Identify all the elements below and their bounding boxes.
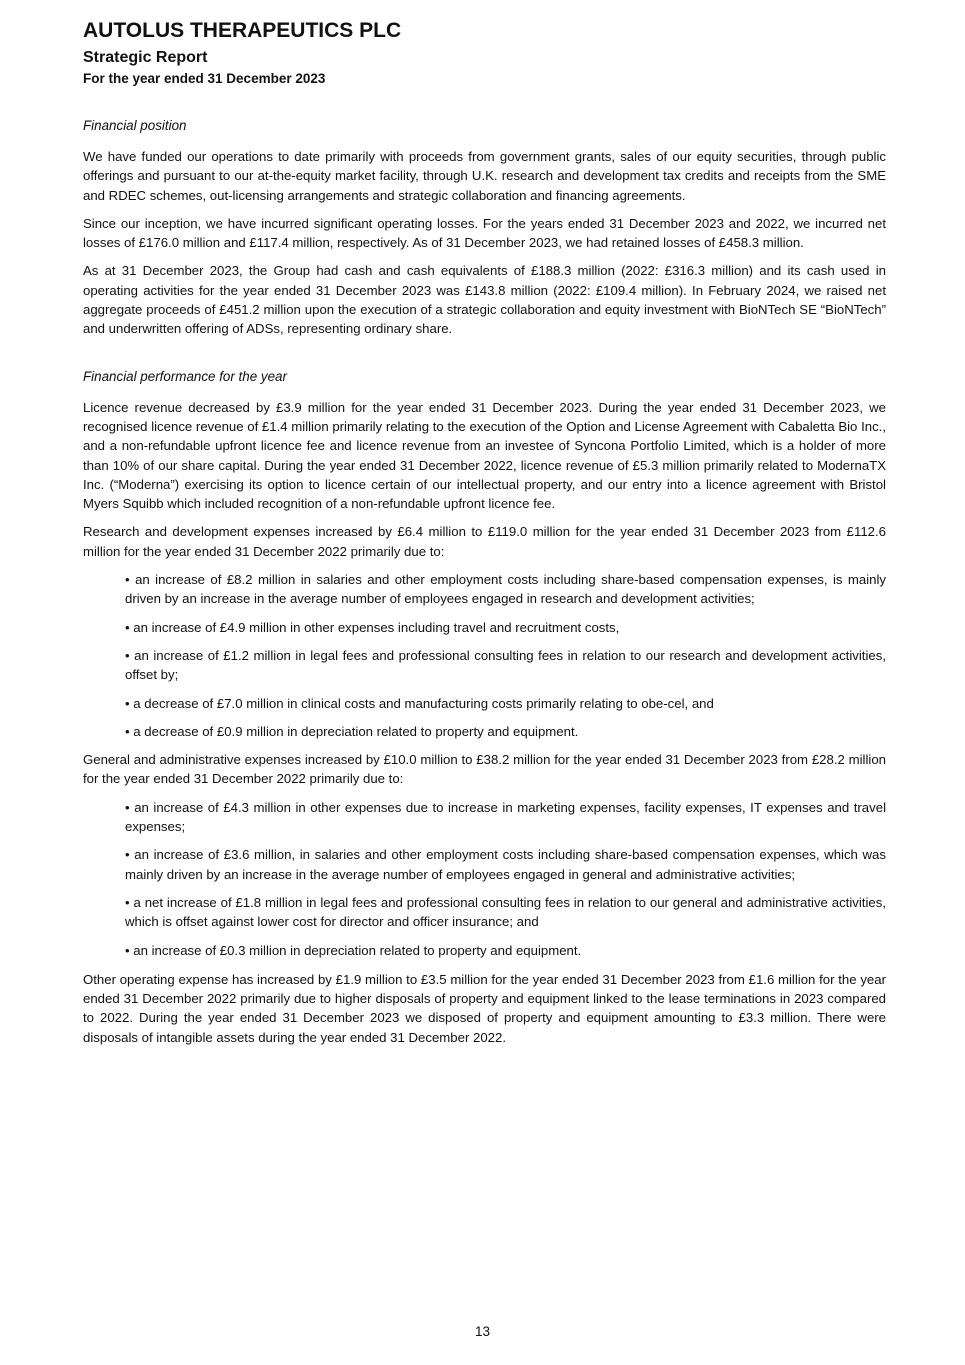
section-heading-financial-position: Financial position bbox=[83, 118, 187, 133]
paragraph-cash-position: As at 31 December 2023, the Group had cash and cash equivalents of £188.3 million (2022: £316.3 million) and its cash used in operating activities for the year ended 31 December 2023 was £143.8 million (2022: £109.4 million). In February 2024, we raised net aggregate proceeds of £451.2 million upon the execution of a strategic collaboration and equity investment with BioNTech SE “BioNTech” and underwritten offering of ADSs, representing ordinary share. bbox=[83, 263, 886, 337]
paragraph-licence-revenue: Licence revenue decreased by £3.9 million for the year ended 31 December 2023. During the year ended 31 December 2023, we recognised licence revenue of £1.4 million primarily relating to the execution of the Option and License Agreement with Cabaletta Bio Inc., and a non-refundable upfront licence fee and licence revenue from an investee of Syncona Portfolio Limited, which is a holder of more than 10% of our share capital. During the year ended 31 December 2022, licence revenue of £5.3 million primarily related to ModernaTX Inc. (“Moderna”) exercising its option to licence certain of our intellectual property, and our entry into a licence agreement with Bristol Myers Squibb which included recognition of a non-refundable upfront licence fee. bbox=[83, 399, 886, 512]
bullet-marker: • bbox=[125, 942, 130, 958]
bullet-item-rnd-depreciation bbox=[83, 722, 886, 741]
report-header bbox=[83, 18, 886, 88]
paragraph-funding: We have funded our operations to date primarily with proceeds from government grants, sales of our equity securities, through public offerings and pursuant to our at-the-equity market facility, through U.K. research and development tax credits and receipts from the SME and RDEC schemes, out-licensing arrangements and strategic collaboration and financing agreements. bbox=[83, 149, 886, 203]
bullet-marker: • bbox=[125, 572, 130, 588]
section-heading-financial-performance: Financial performance for the year bbox=[83, 368, 287, 384]
report-title: Strategic Report bbox=[83, 49, 208, 66]
section-financial-performance bbox=[83, 368, 886, 1047]
paragraph-operating-losses: Since our inception, we have incurred significant operating losses. For the years ended 31 December 2023 and 2022, we incurred net losses of £176.0 million and £117.4 million, respectively. As of 31 December 2023, we had retained losses of £458.3 million. bbox=[83, 215, 886, 251]
bullet-item-ga-other-expenses bbox=[83, 798, 886, 837]
bullet-text: an increase of £4.9 million in other expenses including travel and recruitment costs, bbox=[133, 619, 620, 635]
page-number: 13 bbox=[474, 1324, 491, 1339]
bullet-marker: • bbox=[125, 619, 130, 635]
company-name: AUTOLUS THERAPEUTICS PLC bbox=[83, 19, 402, 42]
bullet-text: an increase of £8.2 million in salaries and other employment costs including share-based compensation expenses, is mainly driven by an increase in the average number of employees engaged in research and development activities; bbox=[125, 572, 886, 607]
bullet-item-rnd-legal-fees bbox=[83, 646, 886, 685]
bullet-item-ga-depreciation bbox=[83, 941, 886, 960]
report-period: For the year ended 31 December 2023 bbox=[83, 71, 326, 86]
bullet-marker: • bbox=[125, 847, 130, 863]
bullet-item-rnd-salaries bbox=[83, 570, 886, 609]
bullet-marker: • bbox=[125, 799, 130, 815]
bullet-text: a decrease of £0.9 million in depreciation related to property and equipment. bbox=[133, 723, 579, 739]
bullet-text: an increase of £1.2 million in legal fees and professional consulting fees in relation to our research and development activities, offset by; bbox=[125, 647, 886, 683]
bullet-text: an increase of £4.3 million in other expenses due to increase in marketing expenses, facility expenses, IT expenses and travel expenses; bbox=[125, 799, 887, 835]
bullet-item-ga-salaries bbox=[83, 845, 886, 884]
bullet-item-ga-legal-fees bbox=[83, 893, 886, 932]
bullet-item-rnd-clinical-costs bbox=[83, 694, 886, 713]
bullet-item-rnd-other-expenses bbox=[83, 618, 886, 637]
bullet-marker: • bbox=[125, 695, 130, 711]
bullet-marker: • bbox=[125, 647, 130, 663]
paragraph-other-operating-expense: Other operating expense has increased by £1.9 million to £3.5 million for the year ended 31 December 2023 from £1.6 million for the year ended 31 December 2022 primarily due to higher disposals of property and equipment linked to the lease terminations in 2023 compared to 2022. During the year ended 31 December 2023 we disposed of property and equipment amounting to £3.3 million. There were disposals of intangible assets during the year ended 31 December 2022. bbox=[83, 971, 886, 1045]
document-content bbox=[83, 18, 886, 1056]
bullet-marker: • bbox=[125, 723, 130, 739]
bullet-text: a decrease of £7.0 million in clinical costs and manufacturing costs primarily relating to obe-cel, and bbox=[133, 695, 714, 711]
bullet-text: a net increase of £1.8 million in legal fees and professional consulting fees in relation to our general and administrative activities, which is offset against lower cost for director and officer insurance; and bbox=[125, 894, 886, 930]
section-financial-position bbox=[83, 117, 886, 339]
bullet-text: an increase of £0.3 million in depreciation related to property and equipment. bbox=[133, 942, 582, 958]
bullet-text: an increase of £3.6 million, in salaries and other employment costs including share-based compensation expenses, which was mainly driven by an increase in the average number of employees engaged in general and administrative activities; bbox=[125, 847, 886, 882]
paragraph-rnd-expenses: Research and development expenses increased by £6.4 million to £119.0 million for the year ended 31 December 2023 from £112.6 million for the year ended 31 December 2022 primarily due to: bbox=[83, 524, 886, 559]
page-footer bbox=[0, 1323, 965, 1341]
bullet-marker: • bbox=[125, 894, 130, 910]
paragraph-ga-expenses: General and administrative expenses increased by £10.0 million to £38.2 million for the year ended 31 December 2023 from £28.2 million for the year ended 31 December 2022 primarily due to: bbox=[83, 752, 886, 787]
